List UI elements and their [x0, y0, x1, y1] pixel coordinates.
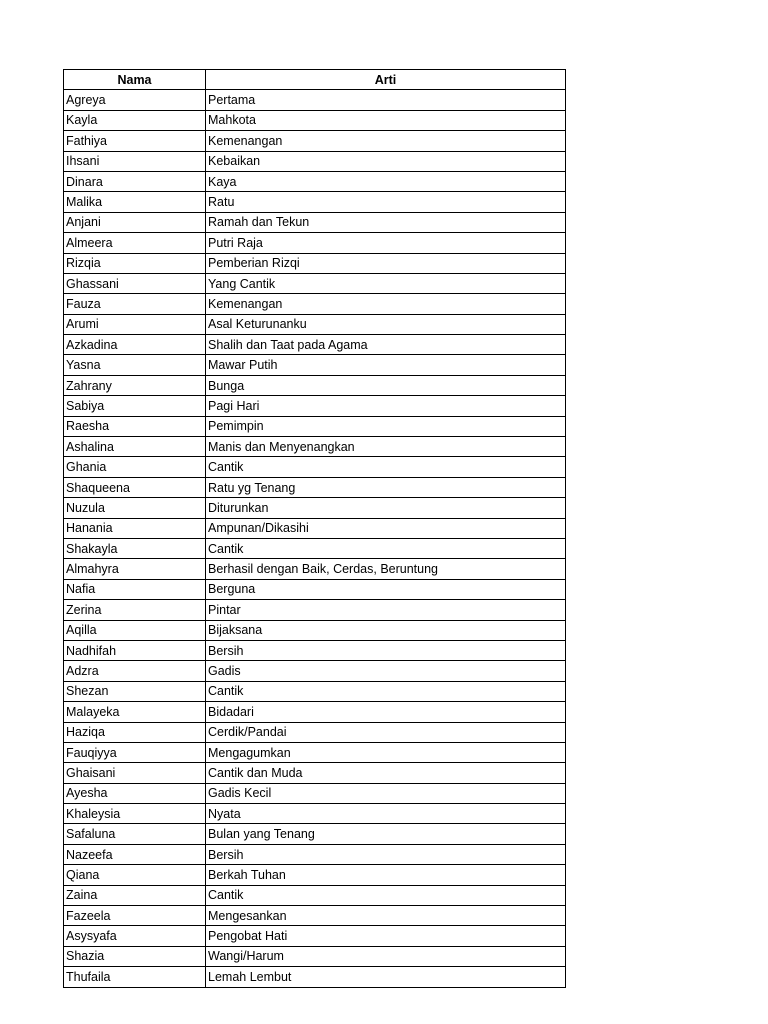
name-cell: Malika [64, 192, 206, 212]
meaning-cell: Pintar [206, 600, 566, 620]
table-row [64, 946, 566, 966]
name-cell: Raesha [64, 416, 206, 436]
meaning-cell: Bunga [206, 375, 566, 395]
table-row [64, 742, 566, 762]
name-cell: Zerina [64, 600, 206, 620]
meaning-cell: Bidadari [206, 702, 566, 722]
table-row [64, 90, 566, 110]
meaning-cell: Pertama [206, 90, 566, 110]
table-row [64, 763, 566, 783]
name-cell: Ashalina [64, 437, 206, 457]
name-cell: Shezan [64, 681, 206, 701]
table-row [64, 294, 566, 314]
name-cell: Thufaila [64, 967, 206, 987]
table-row [64, 212, 566, 232]
name-cell: Shazia [64, 946, 206, 966]
meaning-cell: Bijaksana [206, 620, 566, 640]
name-cell: Nadhifah [64, 640, 206, 660]
table-row [64, 171, 566, 191]
table-row [64, 538, 566, 558]
name-cell: Ihsani [64, 151, 206, 171]
meaning-cell: Mengesankan [206, 906, 566, 926]
meaning-cell: Nyata [206, 804, 566, 824]
meaning-cell: Berhasil dengan Baik, Cerdas, Beruntung [206, 559, 566, 579]
table-row [64, 375, 566, 395]
name-cell: Zahrany [64, 375, 206, 395]
name-cell: Kayla [64, 110, 206, 130]
name-meaning-sheet [63, 69, 565, 988]
table-row [64, 131, 566, 151]
table-row [64, 865, 566, 885]
name-cell: Arumi [64, 314, 206, 334]
meaning-cell: Cerdik/Pandai [206, 722, 566, 742]
meaning-cell: Mengagumkan [206, 742, 566, 762]
name-cell: Zaina [64, 885, 206, 905]
table-row [64, 518, 566, 538]
name-cell: Fauqiyya [64, 742, 206, 762]
table-row [64, 620, 566, 640]
meaning-cell: Cantik dan Muda [206, 763, 566, 783]
table-row [64, 314, 566, 334]
meaning-cell: Mahkota [206, 110, 566, 130]
name-cell: Nafia [64, 579, 206, 599]
table-body [64, 90, 566, 987]
name-cell: Hanania [64, 518, 206, 538]
table-row [64, 804, 566, 824]
table-row [64, 253, 566, 273]
name-cell: Asysyafa [64, 926, 206, 946]
meaning-cell: Pengobat Hati [206, 926, 566, 946]
meaning-cell: Ampunan/Dikasihi [206, 518, 566, 538]
table-row [64, 335, 566, 355]
table-row [64, 906, 566, 926]
table-row [64, 416, 566, 436]
table-row [64, 273, 566, 293]
meaning-cell: Gadis Kecil [206, 783, 566, 803]
meaning-cell: Bersih [206, 844, 566, 864]
meaning-cell: Ramah dan Tekun [206, 212, 566, 232]
meaning-cell: Cantik [206, 885, 566, 905]
meaning-cell: Ratu yg Tenang [206, 477, 566, 497]
name-cell: Almeera [64, 233, 206, 253]
meaning-cell: Kaya [206, 171, 566, 191]
meaning-cell: Mawar Putih [206, 355, 566, 375]
table-row [64, 844, 566, 864]
name-cell: Yasna [64, 355, 206, 375]
meaning-cell: Gadis [206, 661, 566, 681]
meaning-cell: Berkah Tuhan [206, 865, 566, 885]
meaning-cell: Bersih [206, 640, 566, 660]
table-row [64, 824, 566, 844]
meaning-cell: Yang Cantik [206, 273, 566, 293]
table-row [64, 437, 566, 457]
name-cell: Ghassani [64, 273, 206, 293]
name-cell: Dinara [64, 171, 206, 191]
name-cell: Malayeka [64, 702, 206, 722]
name-cell: Anjani [64, 212, 206, 232]
name-cell: Rizqia [64, 253, 206, 273]
meaning-cell: Asal Keturunanku [206, 314, 566, 334]
meaning-cell: Pemimpin [206, 416, 566, 436]
name-cell: Agreya [64, 90, 206, 110]
name-cell: Ghania [64, 457, 206, 477]
name-cell: Safaluna [64, 824, 206, 844]
meaning-cell: Wangi/Harum [206, 946, 566, 966]
name-cell: Azkadina [64, 335, 206, 355]
column-header-nama: Nama [64, 70, 206, 90]
table-row [64, 396, 566, 416]
name-meaning-table [63, 69, 566, 988]
meaning-cell: Kebaikan [206, 151, 566, 171]
meaning-cell: Shalih dan Taat pada Agama [206, 335, 566, 355]
meaning-cell: Berguna [206, 579, 566, 599]
name-cell: Sabiya [64, 396, 206, 416]
table-row [64, 498, 566, 518]
table-header-row [64, 70, 566, 90]
name-cell: Fazeela [64, 906, 206, 926]
meaning-cell: Bulan yang Tenang [206, 824, 566, 844]
meaning-cell: Manis dan Menyenangkan [206, 437, 566, 457]
table-row [64, 233, 566, 253]
name-cell: Ayesha [64, 783, 206, 803]
name-cell: Khaleysia [64, 804, 206, 824]
table-row [64, 477, 566, 497]
table-row [64, 192, 566, 212]
name-cell: Nazeefa [64, 844, 206, 864]
table-row [64, 640, 566, 660]
table-row [64, 600, 566, 620]
name-cell: Shakayla [64, 538, 206, 558]
table-row [64, 661, 566, 681]
name-cell: Ghaisani [64, 763, 206, 783]
meaning-cell: Pemberian Rizqi [206, 253, 566, 273]
table-row [64, 702, 566, 722]
table-row [64, 457, 566, 477]
meaning-cell: Putri Raja [206, 233, 566, 253]
name-cell: Fauza [64, 294, 206, 314]
table-row [64, 885, 566, 905]
name-cell: Almahyra [64, 559, 206, 579]
meaning-cell: Cantik [206, 681, 566, 701]
meaning-cell: Pagi Hari [206, 396, 566, 416]
meaning-cell: Ratu [206, 192, 566, 212]
meaning-cell: Cantik [206, 538, 566, 558]
table-row [64, 559, 566, 579]
name-cell: Adzra [64, 661, 206, 681]
meaning-cell: Kemenangan [206, 131, 566, 151]
meaning-cell: Cantik [206, 457, 566, 477]
table-row [64, 926, 566, 946]
table-row [64, 783, 566, 803]
meaning-cell: Lemah Lembut [206, 967, 566, 987]
name-cell: Nuzula [64, 498, 206, 518]
name-cell: Haziqa [64, 722, 206, 742]
table-row [64, 579, 566, 599]
name-cell: Shaqueena [64, 477, 206, 497]
name-cell: Aqilla [64, 620, 206, 640]
name-cell: Qiana [64, 865, 206, 885]
meaning-cell: Diturunkan [206, 498, 566, 518]
table-row [64, 355, 566, 375]
table-row [64, 967, 566, 987]
name-cell: Fathiya [64, 131, 206, 151]
table-row [64, 681, 566, 701]
table-row [64, 110, 566, 130]
table-row [64, 151, 566, 171]
meaning-cell: Kemenangan [206, 294, 566, 314]
column-header-arti: Arti [206, 70, 566, 90]
table-row [64, 722, 566, 742]
